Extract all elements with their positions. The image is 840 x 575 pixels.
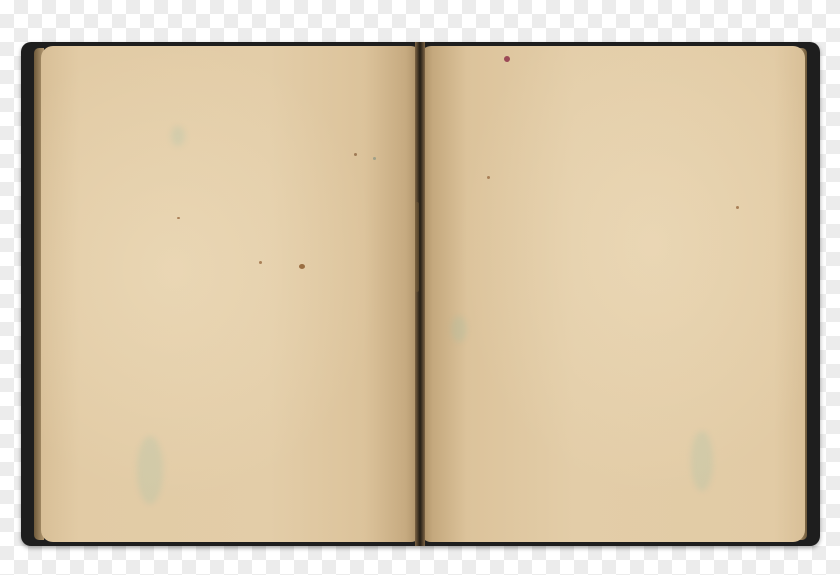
- paper-stain: [171, 126, 185, 146]
- paper-stain: [451, 316, 467, 342]
- foxing-spot: [299, 264, 305, 269]
- foxing-spot: [177, 217, 180, 219]
- foxing-spot: [736, 206, 739, 209]
- foxing-spot: [354, 153, 357, 156]
- open-book: [21, 42, 820, 546]
- left-page: [41, 46, 421, 542]
- paper-stain: [137, 436, 163, 504]
- right-page: [421, 46, 805, 542]
- foxing-spot: [504, 56, 510, 62]
- foxing-spot: [373, 157, 376, 160]
- foxing-spot: [259, 261, 262, 264]
- book-spine-gutter: [415, 42, 425, 546]
- foxing-spot: [487, 176, 490, 179]
- paper-stain: [691, 431, 713, 491]
- page-crease: [415, 202, 419, 292]
